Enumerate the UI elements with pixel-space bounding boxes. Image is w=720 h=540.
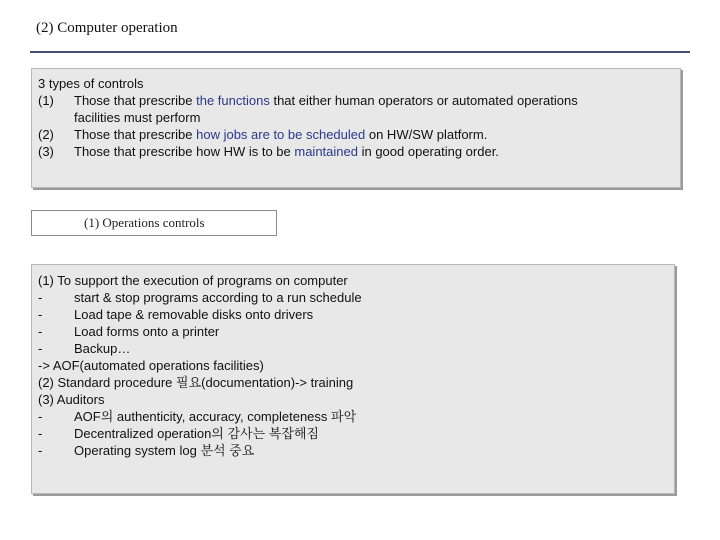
item-text: Those that prescribe	[74, 127, 197, 142]
bullet-text: Operating system log 분석 중요	[74, 443, 255, 458]
bullet-dash: -	[38, 307, 43, 322]
controls-heading: 3 types of controls	[38, 76, 144, 91]
operations-bullet	[38, 289, 362, 306]
section-label: (1) Operations controls	[84, 215, 205, 230]
operations-line: (1) To support the execution of programs on computer	[38, 273, 348, 288]
item-text: that either human operators or automated operations	[269, 93, 578, 108]
item-number: (2)	[38, 127, 54, 142]
item-text: Those that prescribe how HW is to be	[74, 144, 295, 159]
title-divider	[30, 51, 690, 53]
bullet-dash: -	[38, 290, 43, 305]
bullet-dash: -	[38, 409, 43, 424]
operations-box	[31, 264, 675, 494]
controls-item-3	[38, 143, 499, 160]
item-text: in good operating order.	[357, 144, 499, 159]
item-text: on HW/SW platform.	[365, 127, 488, 142]
bullet-text: AOF의 authenticity, accuracy, completeness 파악	[74, 409, 357, 424]
controls-item-1	[38, 92, 578, 109]
operations-bullet	[38, 340, 130, 357]
item-highlight: the functions	[196, 93, 270, 108]
bullet-dash: -	[38, 426, 43, 441]
operations-line: (3) Auditors	[38, 392, 105, 407]
controls-item-1-continuation: facilities must perform	[74, 110, 201, 125]
operations-line: -> AOF(automated operations facilities)	[38, 358, 264, 373]
operations-bullet	[38, 323, 219, 340]
operations-bullet	[38, 425, 319, 442]
item-number: (3)	[38, 144, 54, 159]
bullet-text: Load tape & removable disks onto drivers	[74, 307, 314, 322]
section-label-box	[31, 210, 277, 236]
bullet-dash: -	[38, 341, 43, 356]
slide-title: (2) Computer operation	[36, 20, 178, 36]
item-highlight: maintained	[294, 144, 358, 159]
bullet-text: start & stop programs according to a run schedule	[74, 290, 362, 305]
controls-item-2	[38, 126, 487, 143]
bullet-text: Backup…	[74, 341, 131, 356]
bullet-dash: -	[38, 324, 43, 339]
item-highlight: how jobs are to be scheduled	[196, 127, 366, 142]
operations-bullet	[38, 442, 254, 459]
bullet-text: Decentralized operation의 감사는 복잡해짐	[74, 426, 319, 441]
item-text: Those that prescribe	[74, 93, 197, 108]
operations-line: (2) Standard procedure 필요(documentation)-> training	[38, 375, 354, 390]
item-number: (1)	[38, 93, 54, 108]
operations-bullet	[38, 306, 313, 323]
bullet-text: Load forms onto a printer	[74, 324, 220, 339]
controls-box	[31, 68, 681, 188]
operations-bullet	[38, 408, 356, 425]
bullet-dash: -	[38, 443, 43, 458]
